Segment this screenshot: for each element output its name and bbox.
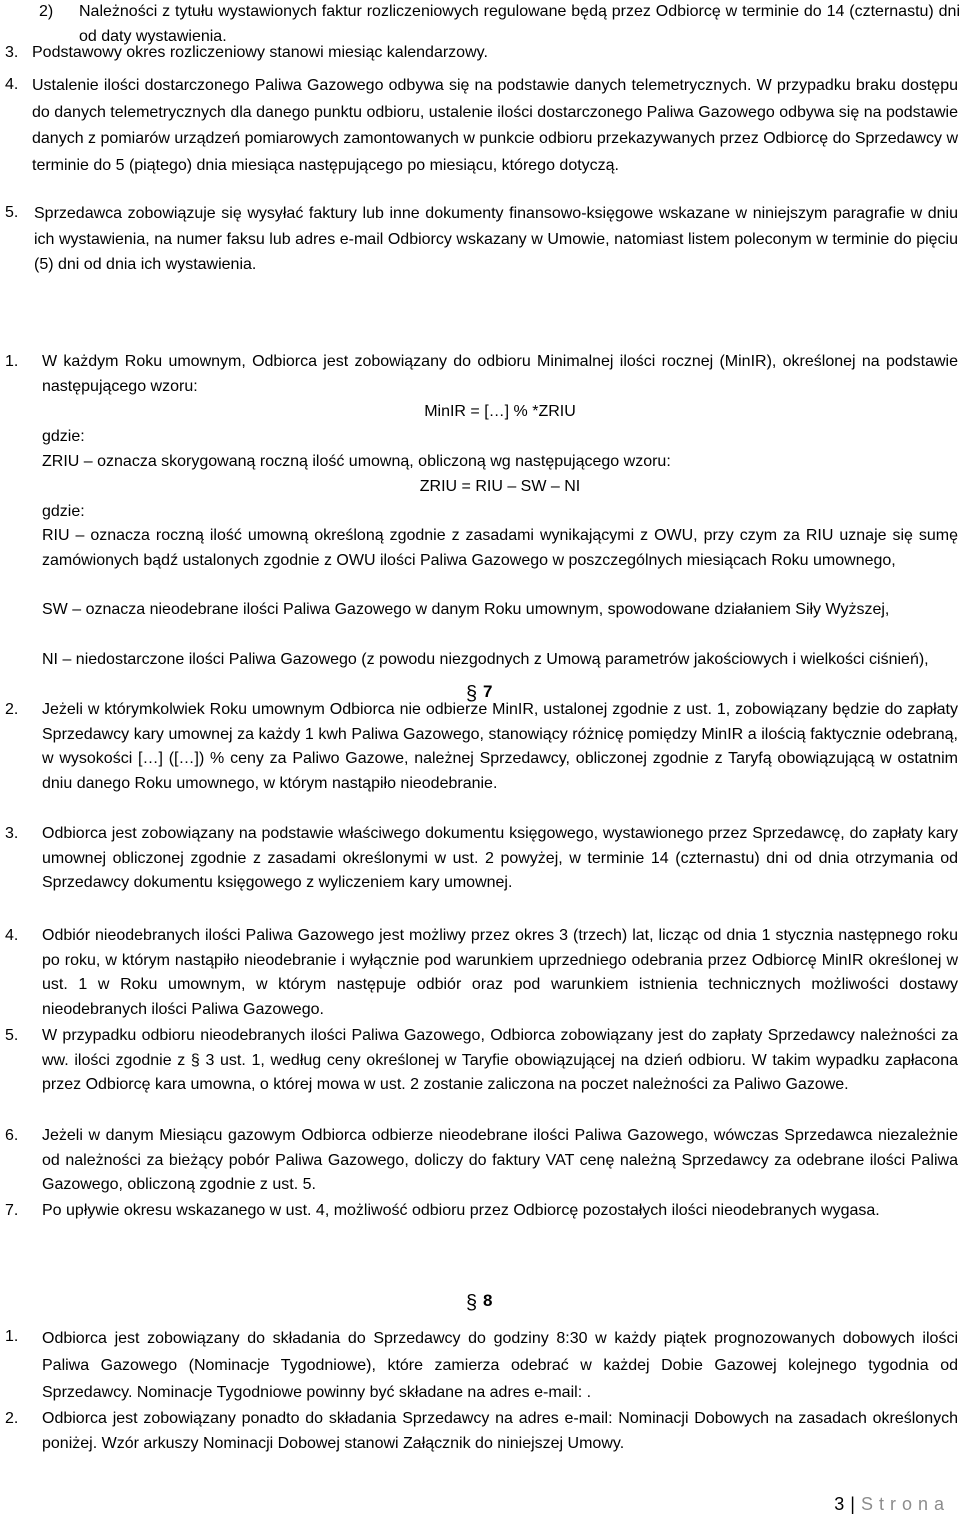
item-text: W każdym Roku umownym, Odbiorca jest zobowiązany do odbioru Minimalnej ilości rocznej (MinIR), określonej na podstawie następującego wzoru: bbox=[42, 353, 958, 395]
gdzie-label: gdzie: bbox=[42, 428, 85, 445]
item-number: 4. bbox=[5, 927, 19, 944]
list-item bbox=[5, 41, 960, 66]
section-sign: § bbox=[466, 1292, 478, 1314]
item-number: 5. bbox=[5, 204, 19, 221]
item-number: 1. bbox=[5, 1328, 19, 1345]
item-text: Należności z tytułu wystawionych faktur rozliczeniowych regulowane będą przez Odbiorcę w terminie do 14 (czternastu) dni od daty wystawienia. bbox=[79, 3, 960, 45]
section-number: 8 bbox=[483, 1291, 493, 1310]
item-text: Odbiorca jest zobowiązany na podstawie właściwego dokumentu księgowego, wystawionego przez Sprzedawcę, do zapłaty kary umownej obliczonej zgodnie z zasadami określonymi w ust. 2 powyżej, w terminie 14 (czternastu) dni od dnia otrzymania od Sprzedawcy dokumentu księgowego z wyliczeniem kary umownej. bbox=[42, 825, 958, 892]
item-number: 2. bbox=[5, 701, 19, 718]
list-item bbox=[5, 1124, 958, 1198]
item-number: 5. bbox=[5, 1027, 19, 1044]
list-item bbox=[5, 1325, 958, 1406]
list-item bbox=[5, 1407, 958, 1456]
list-item bbox=[5, 924, 958, 1022]
item-number: 2) bbox=[39, 3, 54, 20]
item-text: Jeżeli w którymkolwiek Roku umownym Odbiorca nie odbierze MinIR, ustalonej zgodnie z ust. 1, zobowiązany będzie do zapłaty Sprzedawcy kary umownej za każdy 1 kwh Paliwa Gazowego, stanowiący różnicę pomiędzy MinIR a ilością faktycznie odebraną, w wysokości […] ([…]) % ceny za Paliwo Gazowe, należnej Sprzedawcy, obliczonej zgodnie z Taryfą obowiązującą w ostatnim dniu danego Roku umownego, w którym nastąpiło nieodebranie. bbox=[42, 701, 958, 792]
list-item bbox=[5, 1199, 958, 1224]
sw-definition: SW – oznacza nieodebrane ilości Paliwa Gazowego w danym Roku umownym, spowodowane działaniem Siły Wyższej, bbox=[42, 601, 890, 618]
list-item bbox=[5, 350, 958, 399]
item-text: Odbiór nieodebranych ilości Paliwa Gazowego jest możliwy przez okres 3 (trzech) lat, licząc od dnia 1 stycznia następnego roku po roku, w którym nastąpiło nieodebranie i wyłącznie pod warunkiem uprzedniego odebrania przez Odbiorcę MinIR określonej w ust. 1 w Roku umownym, w którym następuje odbiór oraz pod warunkiem istnienia technicznych możliwości dostawy nieodebranych ilości Paliwa Gazowego. bbox=[42, 927, 958, 1018]
footer-separator: | bbox=[850, 1494, 855, 1514]
list-item bbox=[5, 822, 958, 896]
ni-definition: NI – niedostarczone ilości Paliwa Gazowego (z powodu niezgodnych z Umową parametrów jakościowych i wielkości ciśnień), bbox=[42, 651, 929, 668]
item-text: Ustalenie ilości dostarczonego Paliwa Gazowego odbywa się na podstawie danych telemetrycznych. W przypadku braku dostępu do danych telemetrycznych dla danego punktu odbioru, ustalenie ilości dostarczonego Paliwa Gazowego odbywa się na podstawie danych z pomiarów urządzeń pomiarowych zamontowanych w punkcie odbioru przekazywanych przez Odbiorcę do Sprzedawcy w terminie do 5 (piątego) dnia miesiąca następującego po miesiącu, którego dotyczą. bbox=[32, 77, 958, 174]
page-word: Strona bbox=[860, 1494, 950, 1514]
section-heading-8 bbox=[466, 1289, 506, 1315]
list-item bbox=[5, 201, 958, 278]
item-text: Jeżeli w danym Miesiącu gazowym Odbiorca odbierze nieodebrane ilości Paliwa Gazowego, wówczas Sprzedawca niezależnie od należności za bieżący pobór Paliwa Gazowego, doliczy do faktury VAT cenę należną Sprzedawcy za odebrane ilości Paliwa Gazowego, obliczoną zgodnie z ust. 5. bbox=[42, 1127, 958, 1194]
item-number: 3. bbox=[5, 825, 19, 842]
zriu-definition: ZRIU – oznacza skorygowaną roczną ilość umowną, obliczoną wg następującego wzoru: bbox=[42, 453, 671, 470]
item-text: W przypadku odbioru nieodebranych ilości Paliwa Gazowego, Odbiorca zobowiązany jest do zapłaty Sprzedawcy należności za ww. ilości zgodnie z § 3 ust. 1, według ceny określonej w Taryfie obowiązującej na dzień odbioru. W takim wypadku zapłacona przez Odbiorcę kara umowna, o której mowa w ust. 2 zostanie zaliczona na poczet należności za Paliwo Gazowe. bbox=[42, 1027, 958, 1094]
formula-minir: MinIR = […] % *ZRIU bbox=[424, 403, 576, 420]
item-number: 1. bbox=[5, 353, 19, 370]
section-number: 7 bbox=[483, 682, 493, 701]
formula-zriu: ZRIU = RIU – SW – NI bbox=[419, 478, 581, 495]
section-sign: § bbox=[466, 683, 478, 705]
item-number: 4. bbox=[5, 76, 19, 93]
item-text: Podstawowy okres rozliczeniowy stanowi miesiąc kalendarzowy. bbox=[32, 44, 488, 61]
list-item bbox=[5, 698, 958, 796]
item-number: 6. bbox=[5, 1127, 19, 1144]
item-text: Sprzedawca zobowiązuje się wysyłać faktury lub inne dokumenty finansowo-księgowe wskazane w niniejszym paragrafie w dniu ich wystawienia, na numer faksu lub adres e-mail Odbiorcy wskazany w Umowie, natomiast listem poleconym w terminie do pięciu (5) dni od dnia ich wystawienia. bbox=[34, 205, 958, 274]
page-number: 3 bbox=[834, 1494, 845, 1514]
list-item bbox=[5, 1024, 958, 1098]
item-number: 2. bbox=[5, 1410, 19, 1427]
riu-definition: RIU – oznacza roczną ilość umowną określoną zgodnie z zasadami wynikającymi z OWU, przy czym za RIU uznaje się sumę zamówionych bądź ustalonych zgodnie z OWU ilości Paliwa Gazowego w poszczególnych miesiącach Roku umownego, bbox=[42, 527, 958, 569]
item-number: 3. bbox=[5, 44, 19, 61]
item-text: Odbiorca jest zobowiązany do składania do Sprzedawcy do godziny 8:30 w każdy piątek prognozowanych dobowych ilości Paliwa Gazowego (Nominacje Tygodniowe), które zamierza odebrać w każdej Dobie Gazowej kolejnego tygodnia od Sprzedawcy. Nominacje Tygodniowe powinny być składane na adres e-mail: . bbox=[42, 1330, 958, 1401]
item-text: Po upływie okresu wskazanego w ust. 4, możliwość odbioru przez Odbiorcę pozostałych ilości nieodebranych wygasa. bbox=[42, 1202, 880, 1219]
item-text: Odbiorca jest zobowiązany ponadto do składania Sprzedawcy na adres e-mail: Nominacji Dobowych na zasadach określonych poniżej. Wzór arkuszy Nominacji Dobowej stanowi Załącznik do niniejszej Umowy. bbox=[42, 1410, 958, 1452]
list-item bbox=[5, 73, 958, 179]
item-number: 7. bbox=[5, 1202, 19, 1219]
gdzie-label: gdzie: bbox=[42, 503, 85, 520]
page-footer bbox=[834, 1493, 950, 1515]
